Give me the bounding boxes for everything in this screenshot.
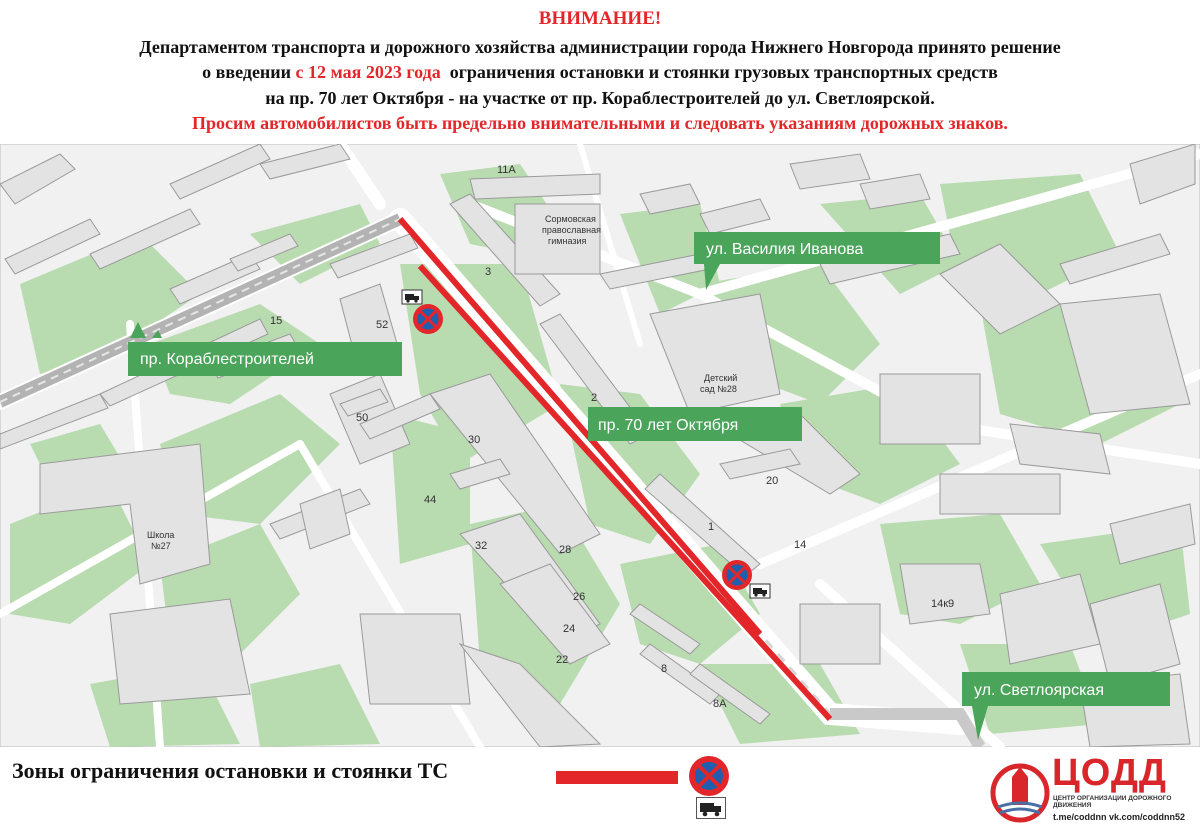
line2-suffix: ограничения остановки и стоянки грузовых транспортных средств (440, 62, 998, 82)
house-number-8a: 8А (713, 698, 727, 710)
gymnasium-label-2: православная (542, 225, 601, 235)
house-number-32: 32 (475, 540, 488, 552)
legend-restriction-line (556, 771, 678, 784)
codd-social-links[interactable]: t.me/coddnn vk.com/coddnn52 (1053, 812, 1186, 822)
codd-logo-name: ЦОДД (1052, 752, 1167, 794)
house-number-11a: 11А (497, 164, 516, 176)
house-number-14: 14 (794, 539, 807, 551)
house-number-28: 28 (559, 544, 572, 556)
line2-prefix: о введении (202, 62, 296, 82)
school-label-2: №27 (151, 541, 171, 551)
announcement-line-2 (0, 62, 1200, 83)
gymnasium-label-3: гимназия (548, 236, 587, 246)
no-stopping-sign-icon (688, 755, 730, 797)
street-label-70-let-oktyabrya (588, 407, 802, 441)
attention-title: ВНИМАНИЕ! (538, 8, 662, 29)
no-stopping-sign-icon (722, 560, 752, 590)
announcement-warning: Просим автомобилистов быть предельно внимательными и следовать указаниям дорожных знаков. (192, 113, 1008, 133)
legend-label: Зоны ограничения остановки и стоянки ТС (12, 758, 449, 783)
house-number-14k9: 14к9 (931, 598, 955, 610)
svg-text:пр. 70 лет Октября: пр. 70 лет Октября (598, 417, 739, 434)
house-number-44: 44 (424, 494, 437, 506)
truck-plate-icon (402, 290, 422, 304)
svg-text:ул. Светлоярская: ул. Светлоярская (974, 682, 1104, 699)
house-number-20: 20 (766, 475, 779, 487)
kindergarten-label-1: Детский (704, 373, 738, 383)
truck-plate-icon (696, 797, 726, 819)
no-stopping-sign-icon (413, 304, 443, 334)
truck-plate-icon (750, 584, 770, 598)
codd-logo-icon (990, 755, 1050, 830)
house-number-26: 26 (573, 591, 586, 603)
house-number-22: 22 (556, 654, 569, 666)
house-number-8: 8 (661, 663, 668, 675)
kindergarten-label-2: сад №28 (700, 384, 737, 394)
house-number-2: 2 (591, 392, 598, 404)
announcement-line-1: Департаментом транспорта и дорожного хозяйства администрации города Нижнего Новгорода принято решение (139, 37, 1061, 57)
house-number-1: 1 (708, 521, 715, 533)
house-number-50: 50 (356, 412, 369, 424)
gymnasium-label-1: Сормовская (545, 214, 596, 224)
house-number-24: 24 (563, 623, 576, 635)
house-number-3: 3 (485, 266, 492, 278)
house-number-52: 52 (376, 319, 389, 331)
school-label-1: Школа (147, 530, 175, 540)
svg-text:пр. Кораблестроителей: пр. Кораблестроителей (140, 351, 314, 368)
announcement-line-3: на пр. 70 лет Октября - на участке от пр. Кораблестроителей до ул. Светлоярской. (265, 88, 935, 108)
street-map (0, 144, 1200, 747)
svg-text:ул. Василия Иванова: ул. Василия Иванова (706, 241, 864, 258)
codd-logo-subtitle: ЦЕНТР ОРГАНИЗАЦИИ ДОРОЖНОГО ДВИЖЕНИЯ (1053, 795, 1172, 809)
effective-date: с 12 мая 2023 года (295, 62, 441, 82)
house-number-15: 15 (270, 315, 283, 327)
house-number-30: 30 (468, 434, 481, 446)
